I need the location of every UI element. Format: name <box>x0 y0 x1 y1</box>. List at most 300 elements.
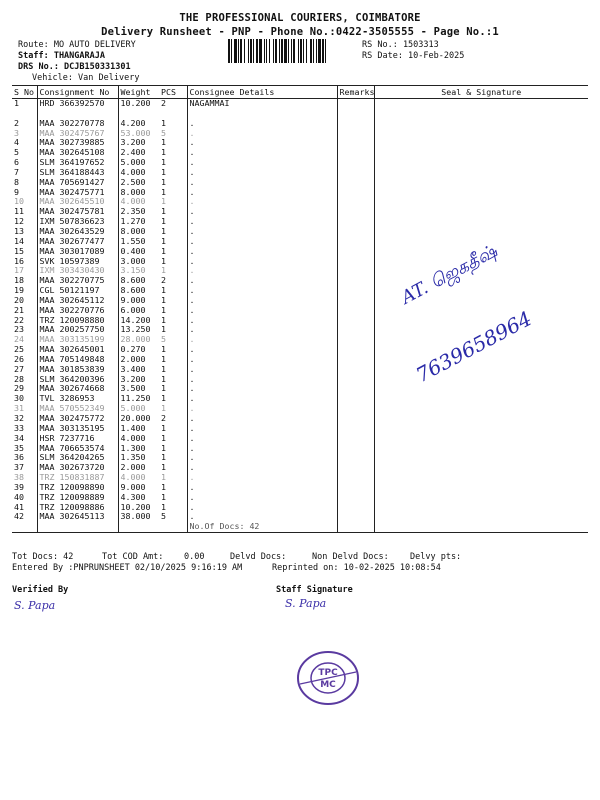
cell-consignee: . <box>187 168 337 178</box>
cell-pcs: 1 <box>161 167 166 177</box>
cell-consignee: . <box>187 434 337 444</box>
cell-consignee: . <box>187 355 337 365</box>
barcode-bar <box>256 39 258 63</box>
cell-consignment-no: MAA 705691427 <box>37 178 118 188</box>
cell-consignee: . <box>187 384 337 394</box>
cell-consignee: . <box>187 188 337 198</box>
barcode-bar <box>300 39 302 63</box>
cell-consignee: . <box>187 493 337 503</box>
handwritten-phone: 7639658964 <box>412 306 536 388</box>
spacer-cell <box>37 109 118 119</box>
cell-weight: 9.000 <box>118 296 159 306</box>
cell-pcs: 1 <box>161 187 166 197</box>
cell-pcs: 1 <box>161 354 166 364</box>
cell-consignment-no: MAA 302645108 <box>37 148 118 158</box>
cell-sno: 18 <box>14 276 24 286</box>
cell-remarks <box>337 227 374 237</box>
barcode-bar <box>293 39 295 63</box>
cell-consignment-no: CGL 50121197 <box>37 286 118 296</box>
cell-pcs: 1 <box>161 404 166 414</box>
cell-sno: 13 <box>14 226 24 236</box>
table-spacer-row <box>12 109 588 119</box>
cell-seal-signature <box>374 483 588 493</box>
barcode-bar <box>298 39 299 63</box>
cell-weight: 8.600 <box>118 276 159 286</box>
summary-cell <box>12 522 37 532</box>
cell-remarks <box>337 257 374 267</box>
cell-consignment-no: TRZ 120098890 <box>37 483 118 493</box>
cell-pcs: 2 <box>161 414 166 423</box>
cell-sno: 12 <box>14 217 24 227</box>
rs-number: RS No.: 1503313 <box>362 40 439 50</box>
barcode-bar <box>322 39 324 63</box>
cell-consignee: . <box>187 158 337 168</box>
cell-pcs: 1 <box>161 266 166 276</box>
cell-seal-signature <box>374 394 588 404</box>
cell-weight: 2.000 <box>118 355 159 365</box>
cell-remarks <box>337 414 374 424</box>
cell-remarks <box>337 296 374 306</box>
cell-weight: 3.000 <box>118 257 159 267</box>
barcode-bar <box>288 39 289 63</box>
cell-remarks <box>337 444 374 454</box>
table-row <box>12 148 588 158</box>
cell-consignment-no: MAA 302645113 <box>37 512 118 522</box>
barcode-bar <box>269 39 270 63</box>
no-of-docs: No.Of Docs: 42 <box>187 522 337 532</box>
cell-remarks <box>337 129 374 139</box>
total-docs: Tot Docs: 42 <box>12 552 74 562</box>
cell-sno: 27 <box>14 364 24 374</box>
barcode-bar <box>273 39 274 63</box>
cell-seal-signature <box>374 463 588 473</box>
cell-sno: 8 <box>14 177 19 187</box>
table-row <box>12 257 588 267</box>
cell-seal-signature <box>374 129 588 139</box>
cell-remarks <box>337 316 374 326</box>
cell-consignee: . <box>187 119 337 129</box>
cell-seal-signature <box>374 188 588 198</box>
cell-remarks <box>337 355 374 365</box>
cell-consignment-no: MAA 301853839 <box>37 365 118 375</box>
cell-pcs: 1 <box>161 256 166 266</box>
cell-seal-signature <box>374 99 588 109</box>
cell-weight: 8.000 <box>118 227 159 237</box>
cell-consignee: . <box>187 335 337 345</box>
barcode-bar <box>303 39 304 63</box>
cell-weight: 13.250 <box>118 325 159 335</box>
table-row <box>12 483 588 493</box>
cell-weight: 20.000 <box>118 414 159 424</box>
cell-remarks <box>337 384 374 394</box>
cell-seal-signature <box>374 444 588 454</box>
cell-pcs: 1 <box>161 315 166 325</box>
table-row <box>12 512 588 522</box>
stamp-text-top: TPC <box>318 668 338 678</box>
cell-sno: 34 <box>14 433 24 443</box>
cell-pcs: 2 <box>161 98 166 108</box>
cell-seal-signature <box>374 384 588 394</box>
table-row <box>12 463 588 473</box>
barcode-bar <box>264 39 265 63</box>
cell-pcs: 5 <box>161 335 166 345</box>
barcode-bar <box>284 39 287 63</box>
cell-pcs: 1 <box>161 207 166 217</box>
cell-consignee: . <box>187 276 337 286</box>
cell-remarks <box>337 473 374 483</box>
cell-seal-signature <box>374 138 588 148</box>
table-row <box>12 158 588 168</box>
cell-remarks <box>337 394 374 404</box>
cell-remarks <box>337 197 374 207</box>
cell-sno: 16 <box>14 256 24 266</box>
cell-consignment-no: TRZ 150831887 <box>37 473 118 483</box>
cell-consignment-no: SLM 364188443 <box>37 168 118 178</box>
table-row <box>12 493 588 503</box>
cell-sno: 6 <box>14 158 19 168</box>
cell-remarks <box>337 463 374 473</box>
cell-sno: 7 <box>14 167 19 177</box>
cell-remarks <box>337 512 374 522</box>
cell-consignee: . <box>187 257 337 267</box>
cell-remarks <box>337 493 374 503</box>
cell-remarks <box>337 375 374 385</box>
cell-pcs: 1 <box>161 148 166 158</box>
spacer-cell <box>12 109 37 119</box>
cell-sno: 22 <box>14 315 24 325</box>
cell-remarks <box>337 503 374 513</box>
table-row <box>12 306 588 316</box>
cell-sno: 31 <box>14 404 24 414</box>
cell-sno: 11 <box>14 207 24 217</box>
cell-weight: 2.500 <box>118 178 159 188</box>
cell-weight: 2.350 <box>118 207 159 217</box>
cell-consignee: . <box>187 473 337 483</box>
table-row <box>12 414 588 424</box>
spacer-cell <box>337 109 374 119</box>
table-summary-row <box>12 522 588 532</box>
table-row <box>12 394 588 404</box>
table-row <box>12 217 588 227</box>
cell-weight: 8.000 <box>118 188 159 198</box>
non-delivered-docs: Non Delvd Docs: <box>312 552 389 562</box>
cell-remarks <box>337 483 374 493</box>
barcode-bar <box>253 39 254 63</box>
barcode-bar <box>306 39 307 63</box>
cell-weight: 38.000 <box>118 512 159 522</box>
cell-seal-signature <box>374 178 588 188</box>
stamp-text-bottom: MC <box>320 680 336 690</box>
cell-sno: 19 <box>14 286 24 296</box>
cell-pcs: 1 <box>161 345 166 355</box>
staff-label: Staff: THANGARAJA <box>18 51 105 61</box>
barcode-bar <box>240 39 242 63</box>
cell-seal-signature <box>374 512 588 522</box>
cell-seal-signature <box>374 227 588 237</box>
cell-consignee: . <box>187 365 337 375</box>
table-row <box>12 138 588 148</box>
summary-cell <box>337 522 374 532</box>
table-row <box>12 404 588 414</box>
cell-weight: 10.200 <box>118 99 159 109</box>
summary-cell <box>37 522 118 532</box>
cell-consignment-no: MAA 302270778 <box>37 119 118 129</box>
drs-number: DRS No.: DCJB150331301 <box>18 62 131 72</box>
cell-sno: 17 <box>14 266 24 276</box>
cell-pcs: 5 <box>161 128 166 138</box>
table-header-row <box>12 86 588 99</box>
cell-weight: 5.000 <box>118 404 159 414</box>
cell-remarks <box>337 158 374 168</box>
cell-weight: 0.270 <box>118 345 159 355</box>
cell-weight: 4.000 <box>118 197 159 207</box>
cell-sno: 20 <box>14 295 24 305</box>
cell-sno: 26 <box>14 354 24 364</box>
cell-sno: 4 <box>14 138 19 148</box>
cell-pcs: 5 <box>161 512 166 522</box>
cell-pcs: 1 <box>161 177 166 187</box>
cell-consignee: . <box>187 197 337 207</box>
cell-remarks <box>337 148 374 158</box>
cell-pcs: 1 <box>161 364 166 374</box>
barcode-image <box>228 39 356 63</box>
cell-pcs: 1 <box>161 433 166 443</box>
table-row <box>12 286 588 296</box>
cell-pcs: 1 <box>161 118 166 128</box>
cell-weight: 5.000 <box>118 158 159 168</box>
cell-sno: 9 <box>14 187 19 197</box>
barcode-bar <box>275 39 277 63</box>
barcode-bar <box>248 39 249 63</box>
table-row <box>12 237 588 247</box>
cell-consignment-no: SLM 364197652 <box>37 158 118 168</box>
cell-consignee: . <box>187 463 337 473</box>
cell-weight: 4.000 <box>118 168 159 178</box>
cell-weight: 3.400 <box>118 365 159 375</box>
cell-consignment-no: TRZ 120098880 <box>37 316 118 326</box>
cell-sno: 38 <box>14 473 24 483</box>
cell-weight: 28.000 <box>118 335 159 345</box>
cell-consignee: . <box>187 424 337 434</box>
cell-weight: 4.000 <box>118 473 159 483</box>
reprinted-on: Reprinted on: 10-02-2025 10:08:54 <box>272 563 441 573</box>
cell-pcs: 1 <box>161 443 166 453</box>
cell-sno: 32 <box>14 414 24 423</box>
col-pcs: PCS <box>159 86 187 99</box>
table-row <box>12 355 588 365</box>
barcode-bar <box>228 39 230 63</box>
col-weight: Weight <box>118 86 159 99</box>
verified-by-label: Verified By <box>12 585 69 595</box>
handwritten-name: AT. ஜெகதீஷ் <box>398 240 501 309</box>
cell-pcs: 1 <box>161 158 166 168</box>
cell-weight: 3.500 <box>118 384 159 394</box>
cell-seal-signature <box>374 148 588 158</box>
cell-seal-signature <box>374 404 588 414</box>
cell-weight: 11.250 <box>118 394 159 404</box>
delivered-docs: Delvd Docs: <box>230 552 287 562</box>
cell-remarks <box>337 247 374 257</box>
cell-consignee: . <box>187 483 337 493</box>
cell-pcs: 1 <box>161 492 166 502</box>
cell-consignee: . <box>187 148 337 158</box>
cell-sno: 42 <box>14 512 24 522</box>
cell-remarks <box>337 99 374 109</box>
cell-sno: 40 <box>14 492 24 502</box>
cell-consignee: . <box>187 453 337 463</box>
staff-signature: S. Papa <box>285 597 327 610</box>
cell-consignee: . <box>187 414 337 424</box>
cell-remarks <box>337 286 374 296</box>
spacer-cell <box>374 109 588 119</box>
cell-pcs: 1 <box>161 482 166 492</box>
barcode-bar <box>244 39 245 63</box>
runsheet-subtitle: Delivery Runsheet - PNP - Phone No.:0422-3505555 - Page No.:1 <box>101 26 499 38</box>
cell-sno: 41 <box>14 502 24 512</box>
cell-remarks <box>337 138 374 148</box>
cell-weight: 8.600 <box>118 286 159 296</box>
cell-pcs: 1 <box>161 197 166 207</box>
cell-remarks <box>337 404 374 414</box>
cell-sno: 5 <box>14 148 19 158</box>
cell-consignment-no: MAA 200257750 <box>37 325 118 335</box>
cell-seal-signature <box>374 119 588 129</box>
table-row <box>12 384 588 394</box>
cell-consignment-no: MAA 302673720 <box>37 463 118 473</box>
cell-sno: 37 <box>14 463 24 473</box>
cell-weight: 6.000 <box>118 306 159 316</box>
cell-consignee: . <box>187 306 337 316</box>
cell-sno: 25 <box>14 345 24 355</box>
cell-seal-signature <box>374 414 588 424</box>
barcode-bar <box>281 39 283 63</box>
cell-consignment-no: MAA 302270775 <box>37 276 118 286</box>
cell-consignment-no: MAA 302475767 <box>37 129 118 139</box>
table-row <box>12 168 588 178</box>
cell-consignment-no: SLM 364200396 <box>37 375 118 385</box>
cell-seal-signature <box>374 473 588 483</box>
cell-pcs: 1 <box>161 305 166 315</box>
cell-seal-signature <box>374 503 588 513</box>
cell-consignee: . <box>187 444 337 454</box>
cell-consignment-no: IXM 507836623 <box>37 217 118 227</box>
table-row <box>12 375 588 385</box>
table-row <box>12 473 588 483</box>
table-row <box>12 207 588 217</box>
cell-pcs: 1 <box>161 374 166 384</box>
route-label: Route: MO AUTO DELIVERY <box>18 40 136 50</box>
cell-consignment-no: MAA 302475772 <box>37 414 118 424</box>
cell-sno: 33 <box>14 423 24 433</box>
cell-pcs: 1 <box>161 246 166 256</box>
table-row <box>12 444 588 454</box>
cell-seal-signature <box>374 306 588 316</box>
cell-consignment-no: TRZ 120098889 <box>37 493 118 503</box>
cell-seal-signature <box>374 493 588 503</box>
company-stamp <box>296 650 360 706</box>
cell-seal-signature <box>374 316 588 326</box>
delivery-points: Delvy pts: <box>410 552 462 562</box>
cell-pcs: 1 <box>161 295 166 305</box>
cell-consignment-no: HRD 366392570 <box>37 99 118 109</box>
cell-weight: 2.400 <box>118 148 159 158</box>
cell-weight: 2.000 <box>118 463 159 473</box>
summary-cell <box>374 522 588 532</box>
cell-weight: 10.200 <box>118 503 159 513</box>
cell-consignee: . <box>187 227 337 237</box>
barcode-bar <box>259 39 262 63</box>
cell-weight: 53.000 <box>118 129 159 139</box>
cell-remarks <box>337 365 374 375</box>
table-row <box>12 503 588 513</box>
spacer-cell <box>118 109 159 119</box>
cell-remarks <box>337 178 374 188</box>
barcode-bar <box>234 39 237 63</box>
cell-sno: 15 <box>14 246 24 256</box>
cell-consignment-no: MAA 302645510 <box>37 197 118 207</box>
barcode-bar <box>279 39 280 63</box>
table-row <box>12 227 588 237</box>
cell-remarks <box>337 345 374 355</box>
cell-sno: 39 <box>14 482 24 492</box>
cell-sno: 29 <box>14 384 24 394</box>
cell-weight: 4.200 <box>118 119 159 129</box>
barcode-bar <box>318 39 321 63</box>
cell-consignee: . <box>187 404 337 414</box>
cell-pcs: 1 <box>161 473 166 483</box>
cell-consignee: . <box>187 266 337 276</box>
barcode-bar <box>250 39 252 63</box>
cell-seal-signature <box>374 168 588 178</box>
cell-remarks <box>337 266 374 276</box>
table-row <box>12 276 588 286</box>
cell-weight: 1.270 <box>118 217 159 227</box>
spacer-cell <box>159 109 187 119</box>
cell-sno: 35 <box>14 443 24 453</box>
table-row <box>12 119 588 129</box>
cell-consignee: . <box>187 237 337 247</box>
cell-remarks <box>337 237 374 247</box>
cell-consignment-no: MAA 302643529 <box>37 227 118 237</box>
summary-cell <box>159 522 187 532</box>
cell-weight: 14.200 <box>118 316 159 326</box>
cell-remarks <box>337 335 374 345</box>
cell-pcs: 1 <box>161 463 166 473</box>
cell-seal-signature <box>374 434 588 444</box>
cell-seal-signature <box>374 453 588 463</box>
cell-weight: 1.550 <box>118 237 159 247</box>
cell-pcs: 1 <box>161 423 166 433</box>
col-seal-signature: Seal & Signature <box>374 86 588 99</box>
cell-consignment-no: MAA 302739885 <box>37 138 118 148</box>
cell-remarks <box>337 168 374 178</box>
table-row <box>12 434 588 444</box>
cell-consignee: . <box>187 247 337 257</box>
cell-consignment-no: MAA 303017089 <box>37 247 118 257</box>
cell-weight: 3.200 <box>118 138 159 148</box>
table-row <box>12 178 588 188</box>
cell-sno: 14 <box>14 236 24 246</box>
cell-consignment-no: TVL 3286953 <box>37 394 118 404</box>
cell-sno: 23 <box>14 325 24 335</box>
cell-pcs: 1 <box>161 384 166 394</box>
cell-seal-signature <box>374 365 588 375</box>
spacer-cell <box>187 109 337 119</box>
cell-consignee: . <box>187 178 337 188</box>
cell-consignee: . <box>187 325 337 335</box>
cell-consignment-no: MAA 302677477 <box>37 237 118 247</box>
cell-sno: 2 <box>14 118 19 128</box>
